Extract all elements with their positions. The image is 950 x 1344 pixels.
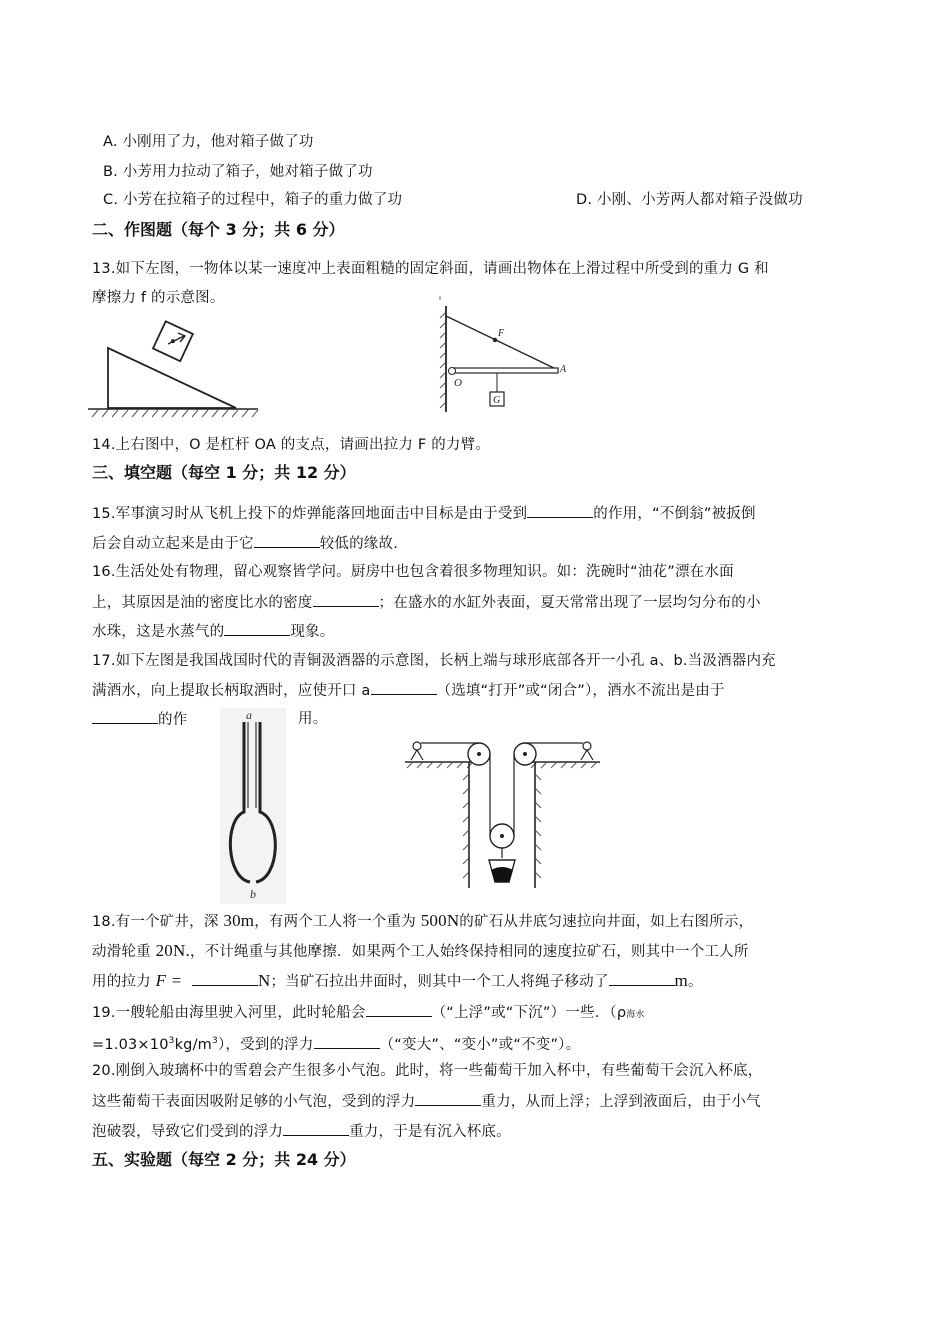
answer-blank[interactable] — [192, 971, 258, 986]
q18-force-symbol: F = — [155, 971, 183, 990]
q19-line1 — [92, 1002, 645, 1025]
answer-blank[interactable] — [283, 1121, 349, 1136]
q18-unit-m: m — [674, 971, 688, 990]
q18-unit-n: N — [257, 971, 271, 990]
q14-text: 14.上右图中，O 是杠杆 OA 的支点，请画出拉力 F 的力臂。 — [92, 437, 491, 453]
q15-line1 — [92, 503, 756, 524]
q17-text-2a: 满酒水，向上提取长柄取酒时，应使开口 a — [92, 683, 371, 699]
q16-line3 — [92, 621, 334, 642]
answer-blank[interactable] — [224, 621, 290, 636]
q15-text-1a: 15.军事演习时从飞机上投下的炸弹能落回地面击中目标是由于受到 — [92, 506, 528, 522]
q18-text-2a: 动滑轮重 — [92, 944, 156, 960]
section-5-title: 五、实验题（每空 2 分；共 24 分） — [92, 1150, 356, 1169]
option-b: B. 小芳用力拉动了箱子，她对箱子做了功 — [103, 164, 373, 180]
q15-text-1b: 的作用，“不倒翁”被扳倒 — [593, 506, 756, 522]
q18-text-3c: 。 — [687, 974, 703, 990]
q17-line1: 17.如下左图是我国战国时代的青铜汲酒器的示意图，长柄上端与球形底部各开一小孔 a、b.当汲酒器内充 — [92, 653, 776, 669]
q16-line2 — [92, 592, 761, 613]
q19-exponent: 3 — [168, 1036, 175, 1046]
incline-figure — [88, 322, 263, 418]
option-c: C. 小芳在拉箱子的过程中，箱子的重力做了功 — [103, 192, 403, 208]
wine-vessel-figure — [220, 708, 286, 904]
option-a: A. 小刚用了力，他对箱子做了功 — [103, 134, 314, 150]
q19-text-2c: ），受到的浮力 — [217, 1036, 314, 1053]
q19-text-2a: =1.03×10 — [92, 1036, 169, 1053]
q15-line2 — [92, 533, 398, 554]
answer-blank[interactable] — [314, 1034, 380, 1049]
q20-text-2a: 这些葡萄干表面因吸附足够的小气泡，受到的浮力 — [92, 1094, 416, 1110]
q18-text-1c: 的矿石从井底匀速拉向井面，如上右图所示， — [459, 914, 754, 930]
q20-line3 — [92, 1121, 511, 1142]
answer-blank[interactable] — [254, 533, 320, 548]
q17-line3b: 用。 — [298, 711, 328, 727]
q18-line2 — [92, 941, 749, 962]
q19-text-2d: （“变大”、“变小”或“不变”）。 — [379, 1036, 581, 1053]
q18-text-1b: ，有两个工人将一个重为 — [254, 914, 421, 930]
q16-line1: 16.生活处处有物理，留心观察皆学问。厨房中也包含着很多物理知识。如：洗碗时“油花”漂在水面 — [92, 564, 734, 580]
section-3-title: 三、填空题（每空 1 分；共 12 分） — [92, 463, 356, 482]
option-d: D. 小刚、小芳两人都对箱子没做功 — [576, 192, 803, 208]
answer-blank[interactable] — [366, 1002, 432, 1017]
q15-text-2a: 后会自动立起来是由于它 — [92, 536, 254, 552]
answer-blank[interactable] — [371, 680, 437, 695]
lever-figure — [436, 296, 576, 416]
q17-text-3a: 的作 — [158, 712, 188, 728]
q18-text-1a: 18.有一个矿井，深 — [92, 914, 224, 930]
q13-line2: 摩擦力 f 的示意图。 — [92, 290, 225, 306]
q20-line1: 20.刚倒入玻璃杯中的雪碧会产生很多小气泡。此时，将一些葡萄干加入杯中，有些葡萄干会沉入杯底， — [92, 1063, 763, 1079]
q20-text-3a: 泡破裂，导致它们受到的浮力 — [92, 1124, 284, 1140]
q16-text-3b: 现象。 — [290, 624, 335, 640]
q15-text-2b: 较低的缘故. — [319, 536, 399, 552]
q18-text-3a: 用的拉力 — [92, 974, 156, 990]
q18-line1 — [92, 911, 753, 932]
q16-text-2b: ；在盛水的水缸外表面，夏天常常出现了一层均匀分布的小 — [378, 595, 761, 611]
lever-label-o: O — [454, 377, 462, 389]
q18-pulley-weight: 20N. — [155, 941, 190, 960]
q18-depth: 30m — [223, 911, 255, 930]
q13-line1: 13.如下左图，一物体以某一速度冲上表面粗糙的固定斜面，请画出物体在上滑过程中所受到的重力 G 和 — [92, 261, 769, 277]
q19-unit-exponent: 3 — [212, 1036, 218, 1046]
q17-text-2b: （选填“打开”或“闭合”），酒水不流出是由于 — [436, 683, 725, 699]
lever-label-g: G — [493, 395, 501, 406]
q18-weight: 500N — [420, 911, 460, 930]
q17-line3a — [92, 709, 187, 730]
answer-blank[interactable] — [527, 503, 593, 518]
q19-text-2b: kg/m — [174, 1036, 212, 1053]
q20-text-3b: 重力，于是有沉入杯底。 — [349, 1124, 511, 1140]
q16-text-2a: 上，其原因是油的密度比水的密度 — [92, 595, 313, 611]
section-2-title: 二、作图题（每个 3 分；共 6 分） — [92, 220, 345, 239]
q20-line2 — [92, 1091, 761, 1112]
lever-label-f: F — [498, 328, 505, 339]
answer-blank[interactable] — [313, 592, 379, 607]
q18-text-2b: ，不计绳重与其他摩擦．如果两个工人始终保持相同的速度拉矿石，则其中一个工人所 — [189, 944, 749, 960]
q19-text-1a: 19.一艘轮船由海里驶入河里，此时轮船会 — [92, 1005, 366, 1021]
q18-line3 — [92, 971, 703, 992]
lever-label-a: A — [560, 364, 567, 375]
mine-pulley-figure — [405, 730, 600, 895]
q18-text-3b: ；当矿石拉出井面时，则其中一个工人将绳子移动了 — [270, 974, 609, 990]
q19-text-1b: （“上浮”或“下沉”）一些．（ρ — [431, 1005, 627, 1021]
answer-blank[interactable] — [609, 971, 675, 986]
q17-line2 — [92, 680, 725, 701]
q20-text-2b: 重力，从而上浮；上浮到液面后，由于小气 — [481, 1094, 761, 1110]
q19-rho-subscript: 海水 — [626, 1010, 645, 1020]
answer-blank[interactable] — [92, 709, 158, 724]
answer-blank[interactable] — [415, 1091, 481, 1106]
q19-line2 — [92, 1031, 580, 1055]
vessel-label-b: b — [250, 887, 256, 901]
vessel-label-a: a — [246, 708, 252, 722]
q16-text-3a: 水珠，这是水蒸气的 — [92, 624, 225, 640]
